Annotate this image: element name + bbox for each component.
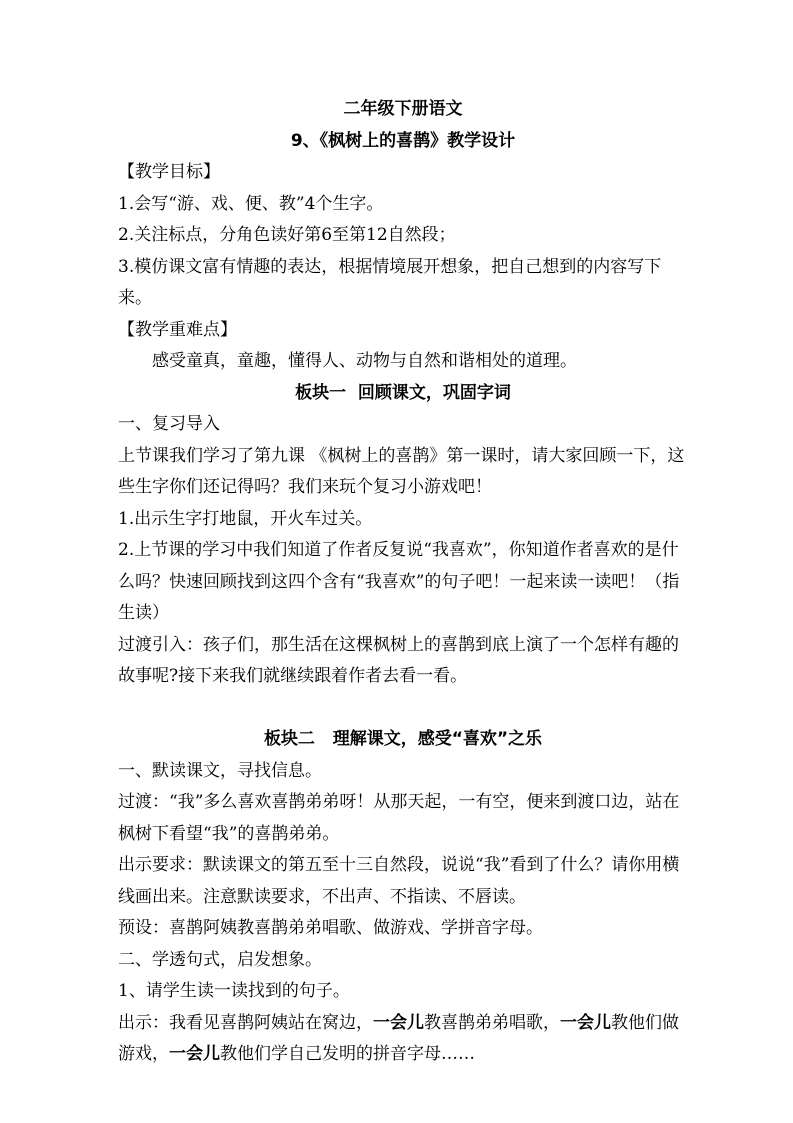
objective-item: 3.模仿课文富有情趣的表达，根据情境展开想象，把自己想到的内容写下来。 xyxy=(118,256,662,308)
example-sentence xyxy=(118,1008,688,1071)
example-part: 教喜鹊弟弟唱歌， xyxy=(424,1012,560,1033)
blank-line xyxy=(118,693,688,725)
keyword-yihuier: 一会儿 xyxy=(373,1012,424,1033)
step-item: 1、请学生读一读找到的句子。 xyxy=(118,981,350,1001)
keyword-yihuier: 一会儿 xyxy=(169,1044,220,1064)
paragraph: 2.上节课的学习中我们知道了作者反复说“我喜欢”，你知道作者喜欢的是什么吗？快速回顾找到这四个含有“我喜欢”的句子吧！一起来读一读吧！（指生读） xyxy=(118,540,680,623)
keyword-yihuier: 一会儿 xyxy=(560,1012,611,1033)
paragraph: 过渡：“我”多么喜欢喜鹊弟弟呀！从那天起，一有空，便来到渡口边，站在枫树下看望“我”的喜鹊弟弟。 xyxy=(118,792,680,844)
section-1-title: 板块一 回顾课文，巩固字词 xyxy=(295,382,511,403)
paragraph: 上节课我们学习了第九课 《枫树上的喜鹊》第一课时，请大家回顾一下，这些生字你们还记得吗？我们来玩个复习小游戏吧！ xyxy=(118,445,685,497)
paragraph: 1.出示生字打地鼠，开火车过关。 xyxy=(118,508,373,529)
document-title: 二年级下册语文 xyxy=(343,99,463,119)
objective-item: 1.会写“游、戏、便、教”4个生字。 xyxy=(118,193,384,214)
objective-item: 2.关注标点，分角色读好第6至第12自然段； xyxy=(118,225,456,245)
difficulties-text: 感受童真，童趣，懂得人、动物与自然和谐相处的道理。 xyxy=(152,351,577,371)
example-prefix: 出示：我看见喜鹊阿姨站在窝边， xyxy=(118,1012,373,1033)
paragraph: 出示要求：默读课文的第五至十三自然段，说说“我”看到了什么？请你用横线画出来。注意默读要求，不出声、不指读、不唇读。 xyxy=(118,855,680,907)
section-2-subheading-1: 一、默读课文，寻找信息。 xyxy=(118,760,322,781)
section-1-subheading: 一、复习导入 xyxy=(118,414,220,434)
paragraph: 过渡引入：孩子们，那生活在这棵枫树上的喜鹊到底上演了一个怎样有趣的故事呢?接下来我们就继续跟着作者去看一看。 xyxy=(118,634,679,686)
lesson-title: 9、《枫树上的喜鹊》教学设计 xyxy=(290,130,516,151)
example-part: 教他们做游戏， xyxy=(118,1012,679,1064)
objectives-heading: 【教学目标】 xyxy=(118,162,220,182)
paragraph: 预设：喜鹊阿姨教喜鹊弟弟唱歌、做游戏、学拼音字母。 xyxy=(118,918,543,938)
difficulties-heading: 【教学重难点】 xyxy=(118,319,237,340)
example-part: 教他们学自己发明的拼音字母…… xyxy=(220,1044,475,1064)
section-2-title: 板块二 理解课文，感受“喜欢”之乐 xyxy=(263,729,543,749)
section-2-subheading-2: 二、学透句式，启发想象。 xyxy=(118,949,322,970)
lesson-plan xyxy=(118,94,688,1071)
